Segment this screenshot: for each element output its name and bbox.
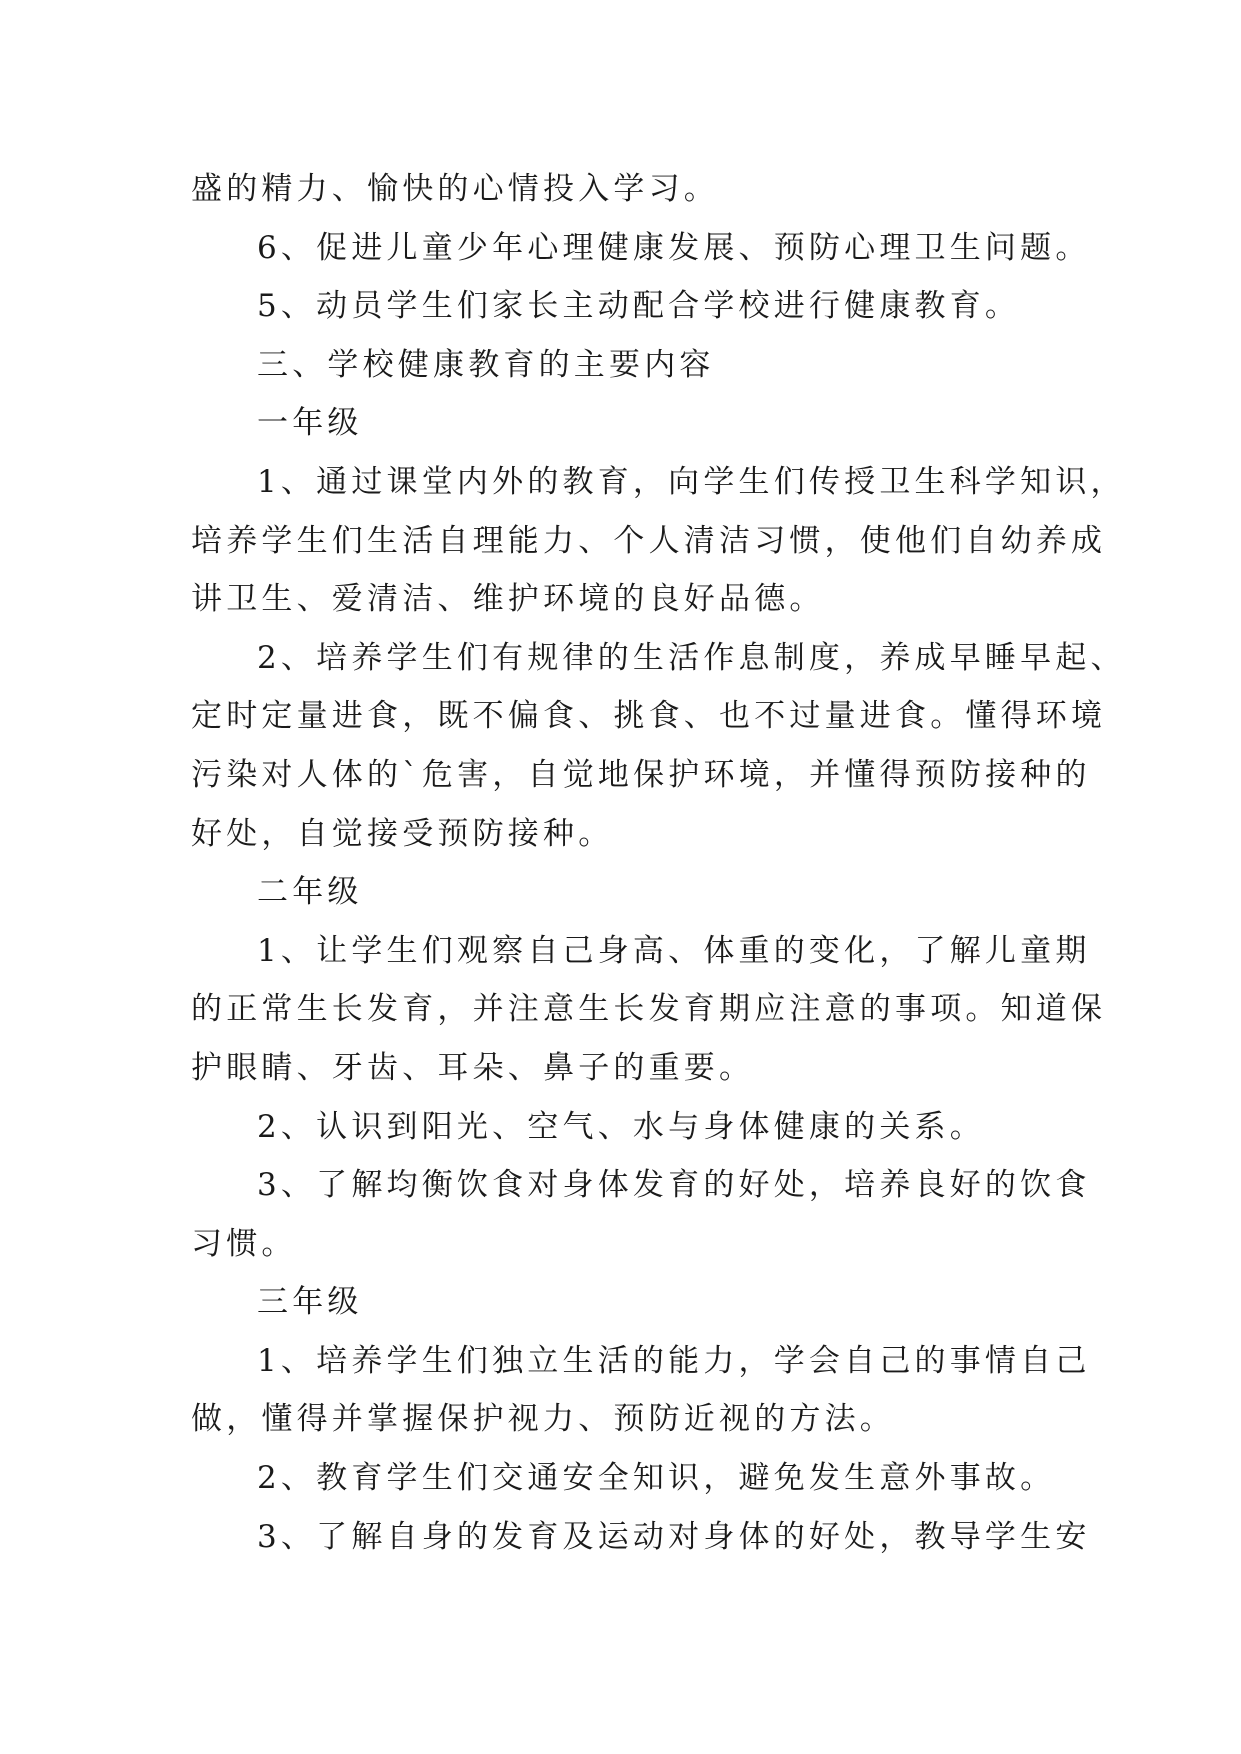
text-line: 2、认识到阳光、空气、水与身体健康的关系。: [257, 1108, 985, 1145]
text-line: 污染对人体的`危害，自觉地保护环境，并懂得预防接种的: [191, 756, 1091, 793]
text-line: 盛的精力、愉快的心情投入学习。: [191, 171, 719, 207]
text-line: 护眼睛、牙齿、耳朵、鼻子的重要。: [191, 1049, 755, 1086]
section-heading: 三、学校健康教育的主要内容: [257, 346, 715, 383]
grade-heading: 三年级: [257, 1284, 363, 1321]
text-line: 2、培养学生们有规律的生活作息制度，养成早睡早起、: [257, 639, 1126, 676]
text-line: 5、动员学生们家长主动配合学校进行健康教育。: [257, 288, 1021, 325]
document-body: [191, 160, 1126, 1566]
text-line: 2、教育学生们交通安全知识，避免发生意外事故。: [257, 1460, 1056, 1497]
grade-heading: 一年级: [257, 405, 363, 442]
text-line: 1、让学生们观察自己身高、体重的变化，了解儿童期: [257, 932, 1091, 969]
text-line: 3、了解均衡饮食对身体发育的好处，培养良好的饮食: [257, 1167, 1091, 1204]
text-line: 6、促进儿童少年心理健康发展、预防心理卫生问题。: [257, 229, 1091, 266]
text-line: 好处，自觉接受预防接种。: [191, 815, 614, 852]
text-line: 3、了解自身的发育及运动对身体的好处，教导学生安: [257, 1518, 1091, 1555]
text-line: 习惯。: [191, 1225, 297, 1262]
text-line: 1、通过课堂内外的教育，向学生们传授卫生科学知识，: [257, 463, 1126, 500]
text-line: 定时定量进食，既不偏食、挑食、也不过量进食。懂得环境: [191, 698, 1107, 735]
text-line: 讲卫生、爱清洁、维护环境的良好品德。: [191, 581, 825, 618]
text-line: 1、培养学生们独立生活的能力，学会自己的事情自己: [257, 1342, 1091, 1379]
grade-heading: 二年级: [257, 874, 363, 911]
text-line: 的正常生长发育，并注意生长发育期应注意的事项。知道保: [191, 991, 1107, 1028]
text-line: 培养学生们生活自理能力、个人清洁习惯，使他们自幼养成: [191, 522, 1107, 559]
text-line: 做，懂得并掌握保护视力、预防近视的方法。: [191, 1401, 895, 1438]
